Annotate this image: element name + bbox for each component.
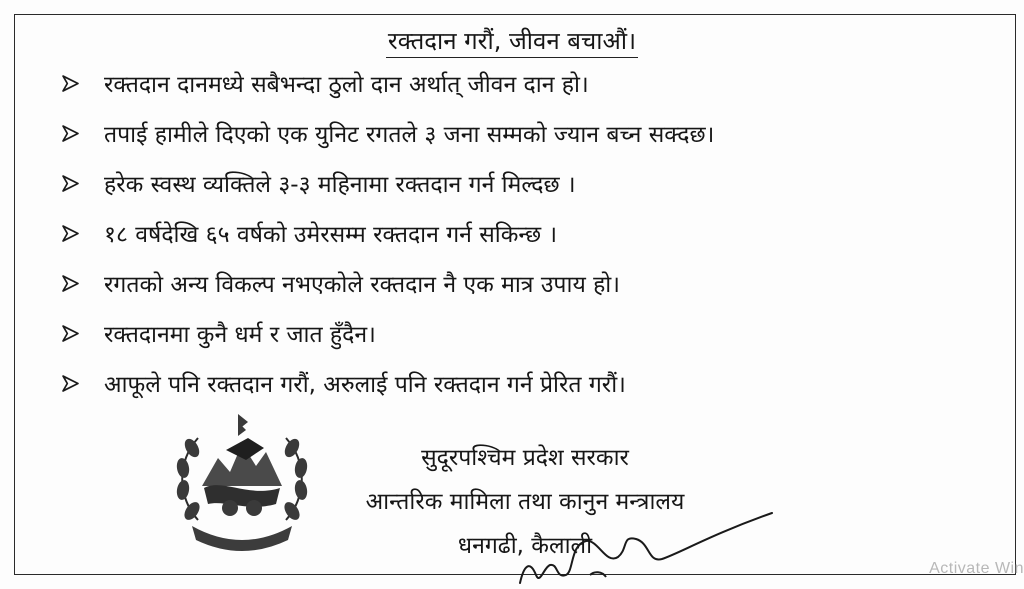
issuer-location: धनगढी, कैलाली	[457, 533, 593, 559]
list-item	[62, 108, 992, 158]
list-item	[62, 58, 992, 108]
list-item	[62, 308, 992, 358]
list-item	[62, 208, 992, 258]
bullet-text: रक्तदान दानमध्ये सबैभन्दा ठुलो दान अर्थात् जीवन दान हो।	[104, 72, 589, 98]
issuer-ministry: आन्तरिक मामिला तथा कानुन मन्त्रालय	[365, 489, 685, 515]
activation-watermark: Activate Win	[929, 560, 1024, 577]
government-emblem-icon	[168, 408, 316, 558]
arrow-bullet-icon	[62, 375, 100, 392]
bullet-text: रगतको अन्य विकल्प नभएकोले रक्तदान नै एक मात्र उपाय हो।	[104, 272, 620, 298]
list-item	[62, 258, 992, 308]
bullet-text: रक्तदानमा कुनै धर्म र जात हुँदैन।	[104, 322, 376, 348]
notice-title: रक्तदान गरौं, जीवन बचाऔं।	[0, 24, 1024, 57]
bullet-text: तपाई हामीले दिएको एक युनिट रगतले ३ जना सम्मको ज्यान बच्न सक्दछ।	[104, 122, 715, 148]
bullet-text: आफूले पनि रक्तदान गरौं, अरुलाई पनि रक्तदान गर्न प्रेरित गरौं।	[104, 372, 626, 398]
list-item	[62, 158, 992, 208]
arrow-bullet-icon	[62, 175, 100, 192]
bullet-text: १८ वर्षदेखि ६५ वर्षको उमेरसम्म रक्तदान गर्न सकिन्छ ।	[104, 222, 558, 248]
signature-icon	[510, 505, 780, 585]
arrow-bullet-icon	[62, 75, 100, 92]
arrow-bullet-icon	[62, 225, 100, 242]
issuer-government: सुदूरपश्चिम प्रदेश सरकार	[421, 445, 629, 471]
arrow-bullet-icon	[62, 125, 100, 142]
arrow-bullet-icon	[62, 325, 100, 342]
bullet-text: हरेक स्वस्थ व्यक्तिले ३-३ महिनामा रक्तदान गर्न मिल्दछ ।	[104, 172, 576, 198]
list-item	[62, 358, 992, 408]
bullet-list	[62, 58, 992, 408]
arrow-bullet-icon	[62, 275, 100, 292]
